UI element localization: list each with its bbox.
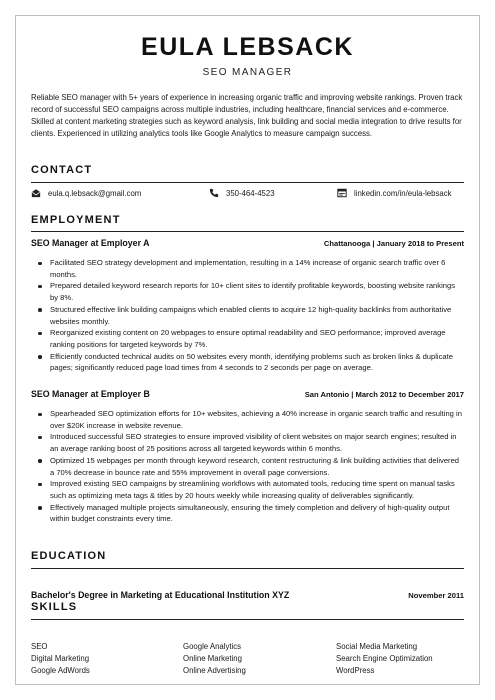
job-bullet: Structured effective link building campaigns which enabled clients to acquire 12 high-quality backlinks from authoritative websites monthly.: [37, 304, 464, 327]
job-bullet: Effectively managed multiple projects simultaneously, ensuring the timely completion and delivery of high-quality output within budget constraints every time.: [37, 502, 464, 525]
browser-window-icon: [337, 188, 347, 198]
skill-item: Online Marketing: [183, 654, 242, 663]
skill-item: Digital Marketing: [31, 654, 90, 663]
education-date: November 2011: [408, 591, 464, 600]
job-title: SEO Manager at Employer A: [31, 238, 150, 248]
candidate-name: EULA LEBSACK: [141, 33, 354, 61]
skills-divider: [31, 619, 464, 620]
skill-item: Online Advertising: [183, 666, 246, 675]
education-degree: Bachelor's Degree in Marketing at Educational Institution XYZ: [31, 590, 290, 600]
employment-heading: EMPLOYMENT: [31, 214, 121, 226]
job-bullet-list: [37, 408, 464, 525]
job-bullet: Introduced successful SEO strategies to ensure improved visibility of client websites on major search engines; resulted in an average ranking boost of 25 positions across all targeted keywords within 6 months.: [37, 431, 464, 454]
summary-paragraph: Reliable SEO manager with 5+ years of experience in increasing organic traffic and improving website rankings. Proven track record of successful SEO campaigns across multiple industries, including healthcare, financial services and e-commerce. Skilled at content marketing strategies such as keyword analysis, link building and social media integration to drive results for clients. Experienced in utilizing analytics tools like Google Analytics to measure campaign success.: [31, 93, 463, 138]
envelope-open-icon: [31, 188, 41, 198]
education-divider: [31, 568, 464, 569]
job-bullet: Optimized 15 webpages per month through keyword research, content restructuring & link building activities that delivered a 70% decrease in bounce rate and 55% improvement in overall page conversions.: [37, 455, 464, 478]
skills-heading: SKILLS: [31, 601, 78, 613]
skill-item: WordPress: [336, 666, 375, 675]
job-bullet: Prepared detailed keyword research reports for 10+ client sites to identify profitable keywords, boosting website rankings by 8%.: [37, 280, 464, 303]
linkedin-text: linkedin.com/in/eula-lebsack: [354, 188, 452, 198]
education-heading: EDUCATION: [31, 550, 107, 562]
resume-page: [15, 15, 480, 685]
job-location-dates: San Antonio | March 2012 to December 2017: [304, 390, 464, 399]
employment-divider: [31, 231, 464, 232]
job-title: SEO Manager at Employer B: [31, 389, 150, 399]
skill-item: SEO: [31, 642, 48, 651]
skills-grid: [31, 641, 464, 677]
skill-item: Social Media Marketing: [336, 642, 418, 651]
contact-row: [31, 188, 464, 202]
job-header: [31, 389, 464, 401]
job-bullet: Facilitated SEO strategy development and implementation, resulting in a 14% increase of organic search traffic over 6 months.: [37, 257, 464, 280]
phone-text: 350-464-4523: [226, 188, 275, 198]
job-bullet: Improved existing SEO campaigns by streamlining workflows with automated tools, reducing time spent on manual tasks such as optimizing meta tags & titles by 20 hours weekly while increasing quality of deliverables significantly.: [37, 478, 464, 501]
resume-content: [31, 16, 464, 684]
contact-linkedin[interactable]: [337, 188, 452, 198]
skill-item: Google AdWords: [31, 666, 90, 675]
contact-email[interactable]: [31, 188, 141, 198]
contact-heading: CONTACT: [31, 164, 93, 176]
phone-icon: [209, 188, 219, 198]
job-bullet: Efficiently conducted technical audits on 50 websites every month, identifying problems such as broken links & duplicate pages; significantly reduced page load times from 4 seconds to 2 seconds per page on average.: [37, 351, 464, 374]
candidate-title: SEO MANAGER: [202, 67, 293, 78]
job-bullet: Spearheaded SEO optimization efforts for 10+ websites, achieving a 40% increase in organic search traffic and resulting in over $20K increase in website revenue.: [37, 408, 464, 431]
email-text: eula.q.lebsack@gmail.com: [48, 188, 142, 198]
job-header: [31, 238, 464, 250]
job-bullet: Reorganized existing content on 20 webpages to ensure optimal readability and SEO performance; improved average ranking positions for targeted keywords by 7%.: [37, 327, 464, 350]
contact-divider: [31, 182, 464, 183]
skill-item: Search Engine Optimization: [336, 654, 433, 663]
job-location-dates: Chattanooga | January 2018 to Present: [323, 239, 464, 248]
job-bullet-list: [37, 257, 464, 374]
contact-phone[interactable]: [209, 188, 275, 198]
skill-item: Google Analytics: [183, 642, 242, 651]
